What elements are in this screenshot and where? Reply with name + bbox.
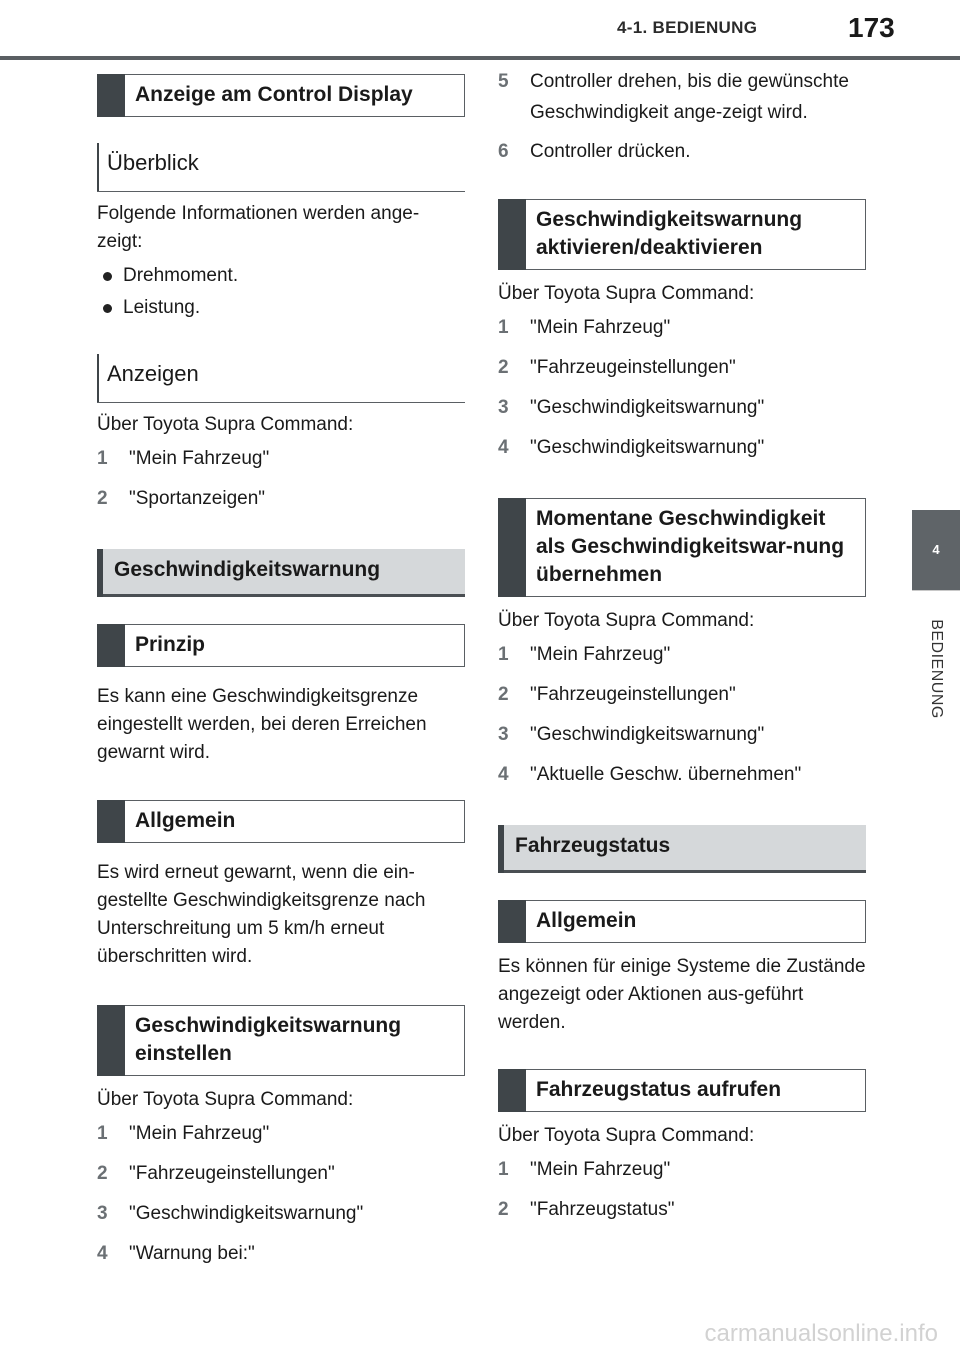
left-column (97, 74, 465, 1274)
paragraph-via: Über Toyota Supra Command: (498, 1125, 755, 1146)
step-number: 4 (97, 1243, 108, 1264)
step-list (498, 635, 866, 795)
step-number: 3 (498, 397, 509, 418)
heading-text: Allgemein (135, 809, 236, 832)
paragraph-folgende: Folgende Informationen werden ange-zeigt: (97, 203, 420, 252)
step-number: 3 (498, 724, 509, 745)
step-text: "Mein Fahrzeug" (129, 1123, 270, 1144)
step-item (97, 439, 465, 479)
heading-text: Prinzip (135, 633, 206, 656)
list-item: Drehmoment. (97, 260, 465, 292)
step-number: 3 (97, 1203, 108, 1224)
step-text: "Geschwindigkeitswarnung" (530, 397, 765, 418)
step-number: 2 (97, 1163, 108, 1184)
step-text: Controller drücken. (530, 141, 691, 162)
step-list-continued (498, 66, 866, 167)
step-item (97, 479, 465, 519)
step-item (498, 66, 866, 128)
step-item (97, 1234, 465, 1274)
heading-fahrzeugstatus-aufrufen (498, 1069, 866, 1112)
step-number: 2 (498, 1199, 509, 1220)
step-number: 6 (498, 141, 509, 162)
step-item (498, 136, 866, 167)
step-number: 2 (498, 357, 509, 378)
heading-momentane-geschwindigkeit (498, 498, 866, 597)
step-item (97, 1194, 465, 1234)
step-item (498, 1190, 866, 1230)
step-text: "Fahrzeugeinstellungen" (530, 684, 736, 705)
step-text: "Geschwindigkeitswarnung" (129, 1203, 364, 1224)
step-text: "Fahrzeugstatus" (530, 1199, 675, 1220)
step-text: "Fahrzeugeinstellungen" (129, 1163, 335, 1184)
step-text: Controller drehen, bis die gewünschte Geschwindigkeit ange-zeigt wird. (530, 71, 849, 123)
step-item (498, 635, 866, 675)
step-number: 1 (97, 448, 108, 469)
side-tab-number: 4 (932, 542, 940, 557)
step-number: 4 (498, 437, 509, 458)
step-text: "Aktuelle Geschw. übernehmen" (530, 764, 802, 785)
heading-anzeige-control-display (97, 74, 465, 117)
step-number: 1 (97, 1123, 108, 1144)
heading-text: Geschwindigkeitswarnung (114, 558, 381, 581)
step-text: "Mein Fahrzeug" (530, 644, 671, 665)
step-text: "Warnung bei:" (129, 1243, 255, 1264)
step-number: 2 (498, 684, 509, 705)
step-item (498, 308, 866, 348)
heading-text: Momentane Geschwindigkeit als Geschwindigkeitswar-nung übernehmen (536, 507, 845, 586)
step-text: "Mein Fahrzeug" (129, 448, 270, 469)
step-text: "Geschwindigkeitswarnung" (530, 724, 765, 745)
heading-text: Fahrzeugstatus aufrufen (536, 1078, 782, 1101)
step-list (498, 308, 866, 468)
heading-text: Anzeige am Control Display (135, 83, 413, 106)
list-item: Leistung. (97, 292, 465, 324)
right-column (498, 66, 866, 1230)
step-number: 2 (97, 488, 108, 509)
heading-geschwindigkeitswarnung-einstellen (97, 1005, 465, 1076)
step-item (498, 388, 866, 428)
step-text: "Mein Fahrzeug" (530, 317, 671, 338)
heading-allgemein (97, 800, 465, 843)
paragraph-via: Über Toyota Supra Command: (97, 1089, 354, 1110)
paragraph-via: Über Toyota Supra Command: (498, 610, 755, 631)
step-item (498, 715, 866, 755)
step-item (498, 348, 866, 388)
step-number: 1 (498, 317, 509, 338)
subheading-text: Anzeigen (107, 361, 199, 386)
step-text: "Sportanzeigen" (129, 488, 266, 509)
step-number: 1 (498, 1159, 509, 1180)
subheading-ueberblick (97, 143, 465, 192)
heading-text: Allgemein (536, 909, 637, 932)
step-list (498, 1150, 866, 1230)
page-number: 173 (848, 12, 895, 43)
subheading-anzeigen (97, 354, 465, 403)
heading-text: Fahrzeugstatus (515, 834, 671, 857)
step-list (97, 439, 465, 519)
step-number: 4 (498, 764, 509, 785)
paragraph-prinzip: Es kann eine Geschwindigkeitsgrenze eingestellt werden, bei deren Erreichen gewarnt wird. (97, 686, 427, 763)
step-item (97, 1114, 465, 1154)
header-rule (0, 56, 960, 60)
watermark: carmanualsonline.info (704, 1320, 938, 1347)
step-item (97, 1154, 465, 1194)
step-text: "Geschwindigkeitswarnung" (530, 437, 765, 458)
paragraph-allgemein: Es wird erneut gewarnt, wenn die ein-gestellte Geschwindigkeitsgrenze nach Unterschreitung um 5 km/h erneut überschritten wird. (97, 862, 426, 967)
side-tab-label: BEDIENUNG (928, 619, 945, 719)
chapter-side-tab (912, 510, 960, 590)
section-heading-fahrzeugstatus (498, 825, 866, 873)
step-text: "Fahrzeugeinstellungen" (530, 357, 736, 378)
heading-text: Geschwindigkeitswarnung einstellen (135, 1014, 402, 1065)
step-item (498, 755, 866, 795)
heading-allgemein (498, 900, 866, 943)
heading-geschwindigkeitswarnung-aktivieren (498, 199, 866, 270)
paragraph-allgemein: Es können für einige Systeme die Zustände angezeigt oder Aktionen aus-geführt werden. (498, 956, 866, 1033)
subheading-text: Überblick (107, 150, 199, 175)
step-text: "Mein Fahrzeug" (530, 1159, 671, 1180)
side-tab-divider (912, 590, 960, 591)
step-number: 5 (498, 71, 509, 92)
paragraph-via: Über Toyota Supra Command: (97, 414, 354, 435)
heading-text: Geschwindigkeitswarnung aktivieren/deaktivieren (536, 208, 803, 259)
heading-prinzip (97, 624, 465, 667)
step-item (498, 428, 866, 468)
section-heading-geschwindigkeitswarnung (97, 549, 465, 597)
paragraph-via: Über Toyota Supra Command: (498, 283, 755, 304)
step-item (498, 1150, 866, 1190)
bullet-list (97, 260, 465, 324)
step-number: 1 (498, 644, 509, 665)
chapter-title: 4-1. BEDIENUNG (617, 18, 758, 37)
step-item (498, 675, 866, 715)
step-list (97, 1114, 465, 1274)
